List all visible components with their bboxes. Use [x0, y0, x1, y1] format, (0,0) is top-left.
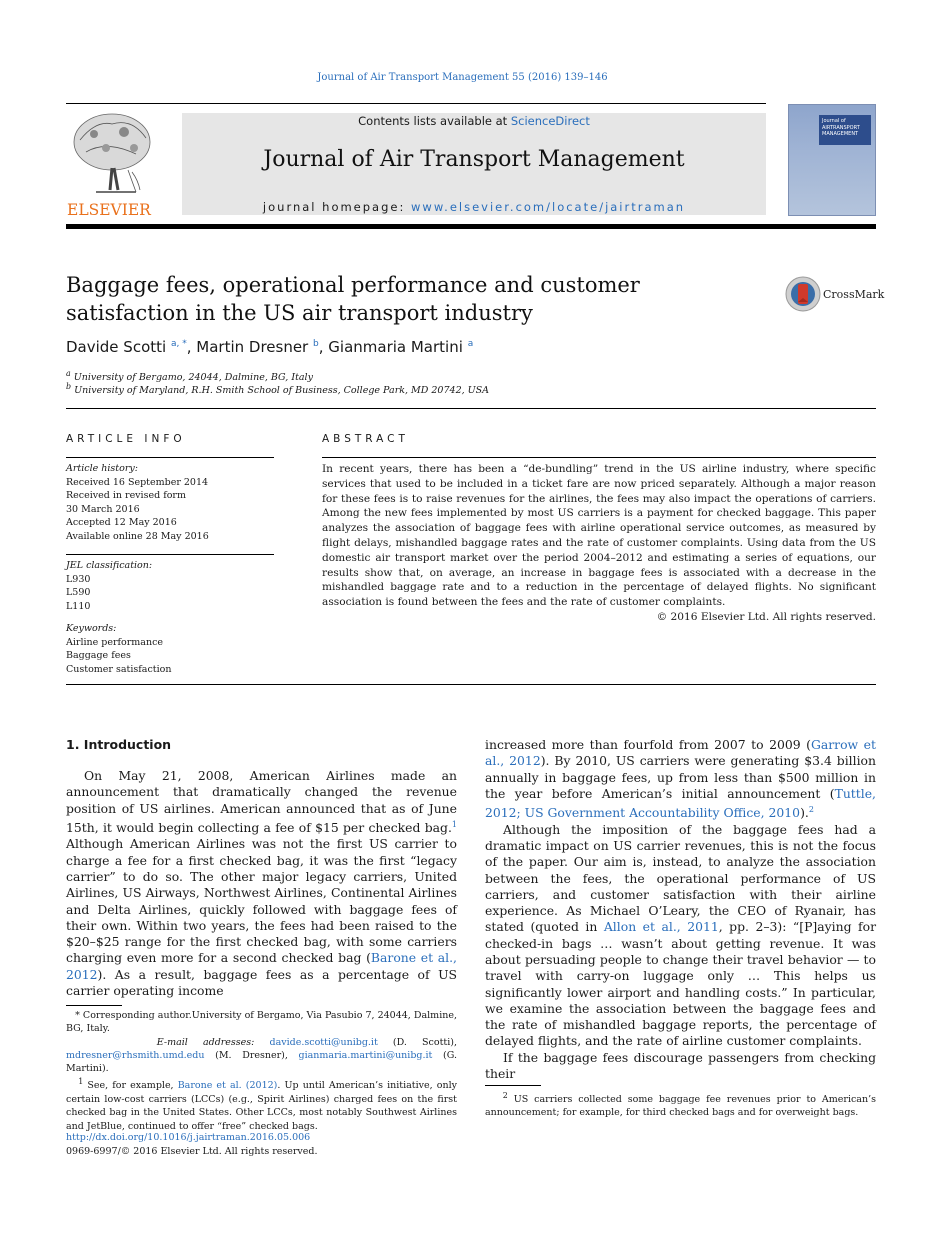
affiliation-text: University of Maryland, R.H. Smith School of Business, College Park, MD 20742, USA [74, 385, 490, 397]
footnote-mark: 1 [78, 1077, 84, 1087]
body-column-right [485, 737, 876, 1082]
paragraph-text: ). By 2010, US carriers were generating $3.4 billion annually in baggage fees, up from less than $500 million in the year before American’s initial announcement ( [485, 753, 876, 801]
homepage-line [182, 200, 766, 214]
footnotes-left [66, 1009, 457, 1133]
author-list [66, 338, 473, 356]
article-info-heading: ARTICLE INFO [66, 433, 186, 445]
journal-cover-image[interactable] [788, 104, 876, 216]
author-name: Davide Scotti [66, 338, 167, 356]
paragraph-text: Although American Airlines was not the first US carrier to charge a fee for a first checked bag, it was the first “legacy carrier” to do so. The other major legacy carriers, United Airlines, US Airways, Northwest Airlines, Continental Airlines and Delta Airlines, quickly followed with baggage fees of their own. Within two years, the fees had been raised to the $20–$25 range for the first checked bag, with some carriers charging even more for a second checked bag ( [66, 836, 457, 966]
footnote-text: See, for example, [83, 1080, 178, 1092]
author-affiliation-mark[interactable]: a, * [170, 339, 187, 349]
email-owner: (G. Martini). [66, 1049, 457, 1075]
email-link[interactable]: davide.scotti@unibg.it [269, 1036, 378, 1048]
tree-icon [66, 110, 162, 218]
paragraph-text: On May 21, 2008, American Airlines made an announcement that dramatically changed the revenue position of US airlines. American announced that as of June 15th, it would begin collecting a fee of $15 per checked bag. [66, 768, 457, 836]
email-owner: (D. Scotti), [377, 1036, 457, 1048]
affiliation-rule [66, 408, 876, 409]
email-owner: (M. Dresner), [204, 1049, 299, 1061]
contents-prefix: Contents lists available at [358, 114, 511, 128]
journal-citation[interactable]: Journal of Air Transport Management 55 (2016) 139–146 [317, 72, 608, 83]
citation-link[interactable]: Allon et al., 2011 [603, 919, 719, 935]
article-history [66, 462, 276, 543]
email-label: E-mail addresses: [156, 1036, 270, 1048]
jel-label: JEL classification: [66, 560, 153, 571]
author-name: Martin Dresner [196, 338, 309, 356]
keyword: Airline performance [66, 636, 164, 648]
author-affiliation-mark[interactable]: a [467, 339, 474, 349]
footnote-text: US carriers collected some baggage fee revenues prior to American’s announcement; for example, for third checked bags and for overweight bags. [485, 1094, 876, 1119]
paragraph-text: Although the imposition of the baggage fees had a dramatic impact on US carrier revenues, this is not the focus of the paper. Our aim is, instead, to analyze the association between the fees, the operational performance of US carriers, and customer satisfaction with their airline experience. As Michael O’Leary, the CEO of Ryanair, has stated (quoted in [485, 821, 876, 935]
citation-link[interactable]: Garrow et al., 2012 [485, 737, 876, 769]
author-separator: , [186, 338, 197, 356]
author-name: Gianmaria Martini [328, 338, 463, 356]
footnote-mark: 2 [502, 1091, 508, 1100]
paragraph [485, 737, 876, 822]
elsevier-logo [66, 110, 162, 218]
jel-code: L590 [66, 587, 91, 598]
footnote-mark: * [75, 1010, 80, 1021]
info-rule [66, 554, 274, 555]
history-label: Article history: [66, 463, 138, 474]
email-note [66, 1036, 457, 1076]
keyword: Baggage fees [66, 650, 131, 661]
footnote-rule [485, 1085, 541, 1086]
keywords [66, 622, 276, 676]
footnote-rule [66, 1005, 122, 1006]
header-rule [66, 103, 766, 104]
info-end-rule [66, 684, 876, 685]
doi-block [66, 1131, 318, 1158]
keyword: Customer satisfaction [66, 663, 172, 675]
body-column-left [66, 768, 457, 999]
journal-title: Journal of Air Transport Management [263, 147, 685, 172]
paragraph: If the baggage fees discourage passengers from checking their [485, 1049, 876, 1082]
paragraph [485, 822, 876, 1050]
author-affiliation-mark[interactable]: b [313, 339, 319, 349]
history-item: Accepted 12 May 2016 [66, 517, 177, 528]
citation-link[interactable]: Barone et al., 2012 [66, 950, 457, 982]
publisher-wordmark: ELSEVIER [67, 201, 151, 218]
footnote-1 [66, 1075, 457, 1132]
article-title: Baggage fees, operational performance and customer satisfaction in the US air transport industry [66, 273, 640, 325]
footnote-text: Corresponding author.University of Bergamo, Via Pasubio 7, 24044, Dalmine, BG, Italy. [66, 1010, 457, 1035]
citation-link[interactable]: Barone et al. (2012) [177, 1080, 278, 1092]
homepage-link[interactable]: www.elsevier.com/locate/jairtraman [411, 200, 686, 214]
footnote-ref[interactable]: 2 [808, 805, 814, 815]
affiliation-mark: b [66, 382, 72, 391]
abstract-copyright: © 2016 Elsevier Ltd. All rights reserved. [656, 611, 876, 623]
citation-link[interactable]: Tuttle, 2012; US Government Accountability Office, 2010 [485, 785, 876, 821]
footnote-text: . Up until American’s initiative, only certain low-cost carriers (LCCs) (e.g., Spirit Airlines) charged fees on the first checked bag in the United States. Other LCCs, most notably Southwest Airlines and JetBlue, continued to offer “free” checked bags. [66, 1080, 458, 1132]
paragraph-text: ). [800, 805, 809, 821]
corresponding-author-note [66, 1009, 457, 1036]
email-link[interactable]: mdresner@rhsmith.umd.edu [66, 1049, 205, 1061]
abstract-text: In recent years, there has been a “de-bundling” trend in the US airline industry, where specific services that used to be included in a ticket fare are now priced separately. Although a major reason for these fees is to raise revenues for the airlines, the fees may also impact the operations of carriers. Among the new fees implemented by most US carriers is a payment for checked baggage. This paper analyzes the association of baggage fees with airline operational service outcomes, as measured by flight delays, mishandled baggage rates and the rate of customer complaints. Using data from the US domestic air transport market over the period 2004–2012 and estimating a series of equations, our results show that, on average, an increase in baggage fees is associated with a decrease in the mishandled baggage rate and to a reduction in the percentage of delayed flights. No significant association is found between the fees and the rate of customer complaints. [322, 463, 876, 609]
paragraph-text: , pp. 2–3): “[P]aying for checked-in bags … wasn’t about getting revenue. It was about persuading people to change their travel behavior — to travel with carry-on luggage only … This helps us significantly lower airport and handling costs.” In particular, we examine the association between the baggage fees and the rate of mishandled baggage reports, the percentage of delayed flights, and the rate of airline customer complaints. [485, 919, 876, 1049]
footnote-2 [485, 1089, 876, 1120]
affiliation [66, 382, 489, 396]
doi-link[interactable]: http://dx.doi.org/10.1016/j.jairtraman.2016.05.006 [66, 1132, 311, 1143]
abstract-heading: ABSTRACT [322, 433, 409, 445]
abstract-rule [322, 457, 876, 458]
keywords-label: Keywords: [66, 623, 117, 634]
crossmark-icon [785, 276, 825, 314]
paragraph-text: increased more than fourfold from 2007 to 2009 ( [485, 737, 811, 752]
paragraph [66, 768, 457, 999]
cover-title: Journal of AIRTRANSPORT MANAGEMENT [819, 115, 871, 145]
contents-line [182, 114, 766, 128]
info-rule [66, 457, 274, 458]
history-item: Available online 28 May 2016 [66, 530, 209, 542]
jel-classification [66, 559, 276, 613]
sciencedirect-link[interactable]: ScienceDirect [510, 114, 590, 128]
issn-line: 0969-6997/© 2016 Elsevier Ltd. All rights reserved. [66, 1145, 318, 1157]
header-thick-rule [66, 224, 876, 229]
homepage-prefix: journal homepage: [262, 200, 412, 214]
author-separator: , [318, 338, 329, 356]
paragraph-text: ). As a result, baggage fees as a percentage of US carrier operating income [66, 966, 457, 998]
jel-code: L930 [66, 573, 91, 585]
email-link[interactable]: gianmaria.martini@unibg.it [298, 1049, 433, 1061]
history-item: 30 March 2016 [66, 503, 140, 515]
section-heading: 1. Introduction [66, 737, 172, 752]
affiliation-text: University of Bergamo, 24044, Dalmine, BG, Italy [73, 372, 313, 384]
footnotes-right [485, 1089, 876, 1120]
history-item: Received 16 September 2014 [66, 476, 209, 488]
jel-code: L110 [66, 600, 91, 612]
footnote-ref[interactable]: 1 [451, 819, 457, 829]
crossmark-label[interactable]: CrossMark [823, 288, 885, 301]
affiliation-mark: a [66, 369, 71, 378]
history-item: Received in revised form [66, 490, 186, 501]
